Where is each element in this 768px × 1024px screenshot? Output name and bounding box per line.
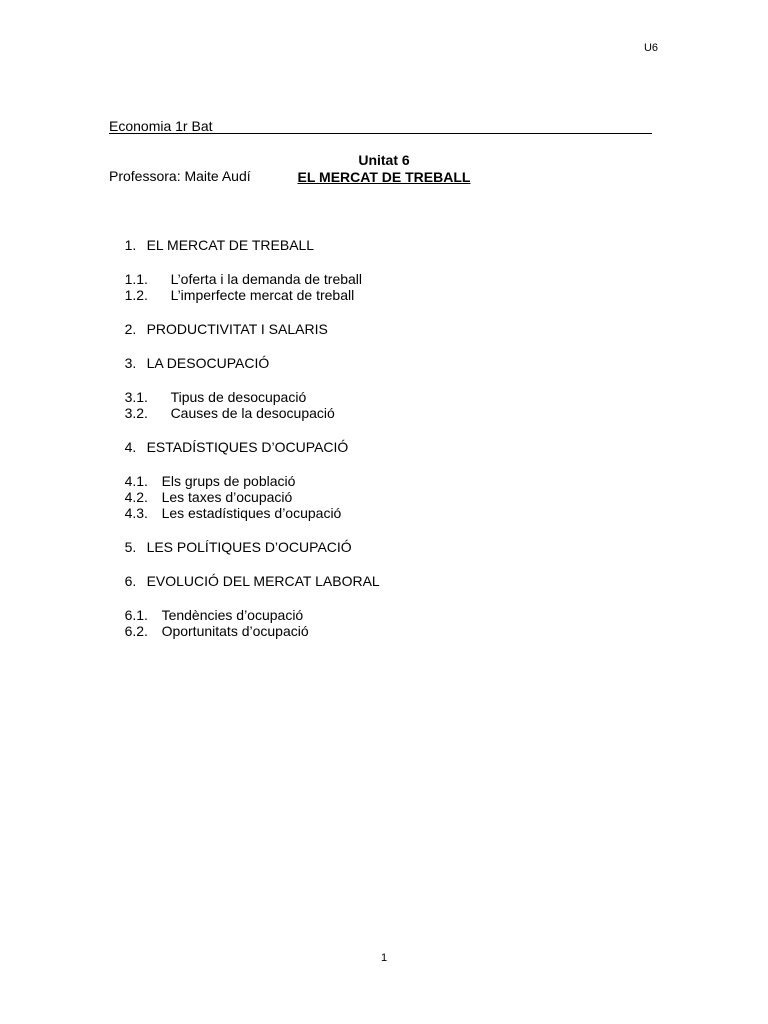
toc-label: Oportunitats d’ocupació	[161, 622, 309, 639]
toc-label: Causes de la desocupació	[170, 404, 335, 421]
toc-label: EVOLUCIÓ DEL MERCAT LABORAL	[146, 572, 380, 589]
teacher-name: Professora: Maite Audí	[109, 167, 251, 184]
toc-section-6-2	[109, 606, 309, 656]
toc-label: Les estadístiques d’ocupació	[161, 504, 342, 521]
toc-label: PRODUCTIVITAT I SALARIS	[146, 320, 328, 337]
course-name: Economia 1r Bat	[109, 118, 213, 134]
unit-title-block	[0, 152, 768, 185]
toc-number: 6.2.	[124, 622, 148, 639]
toc-number: 5.	[124, 538, 137, 555]
toc-label: L’imperfecte mercat de treball	[170, 286, 355, 303]
page-number: 1	[380, 952, 388, 964]
toc-number: 4.2.	[124, 488, 148, 505]
unit-title: EL MERCAT DE TREBALL	[297, 168, 471, 185]
toc-label: L’oferta i la demanda de treball	[170, 270, 363, 287]
toc-label: LES POLÍTIQUES D’OCUPACIÓ	[146, 538, 352, 555]
toc-number: 4.1.	[124, 472, 148, 489]
toc-label: Tipus de desocupació	[170, 388, 307, 405]
toc-label: EL MERCAT DE TREBALL	[146, 236, 315, 253]
toc-number: 1.2.	[124, 286, 148, 303]
toc-label: LA DESOCUPACIÓ	[146, 354, 270, 371]
toc-number: 6.1.	[124, 606, 148, 623]
header-divider	[109, 133, 652, 134]
unit-number: Unitat 6	[358, 152, 410, 168]
toc-number: 4.	[124, 438, 137, 455]
page-code: U6	[643, 42, 658, 54]
toc-label: Els grups de població	[161, 472, 296, 489]
toc-label: Les taxes d’ocupació	[161, 488, 293, 505]
toc-number: 2.	[124, 320, 137, 337]
toc-number: 1.1.	[124, 270, 148, 287]
toc-number: 4.3.	[124, 504, 148, 521]
toc-label: Tendències d’ocupació	[161, 606, 304, 623]
toc-number: 6.	[124, 572, 137, 589]
toc-number: 3.	[124, 354, 137, 371]
toc-label: ESTADÍSTIQUES D’OCUPACIÓ	[146, 438, 349, 455]
toc-number: 3.1.	[124, 388, 148, 405]
toc-number: 3.2.	[124, 404, 148, 421]
toc-number: 1.	[124, 236, 137, 253]
